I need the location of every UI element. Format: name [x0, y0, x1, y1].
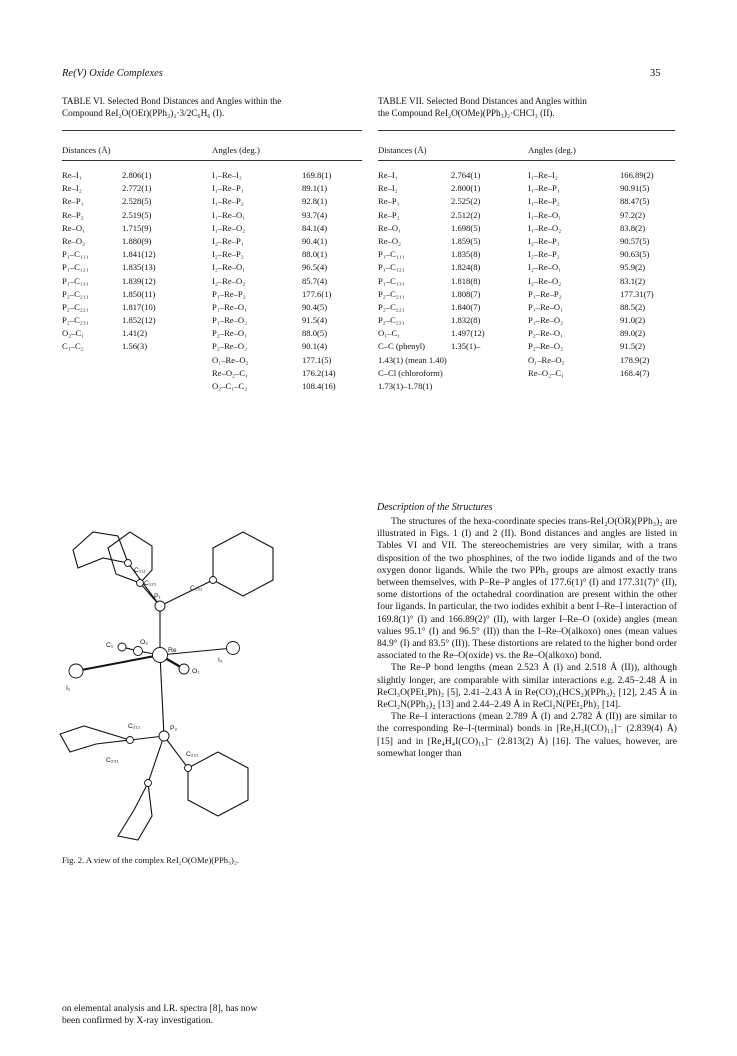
- cell-dist: 1.715(9): [122, 222, 152, 233]
- cell-bond: P₁–C₁₃₁: [378, 275, 405, 286]
- cell-bond: Re–O₂: [62, 235, 86, 246]
- table-row: [378, 182, 675, 195]
- cell-aval: 88.0(5): [302, 328, 328, 339]
- cell-angle: I₁–Re–O₁: [528, 209, 562, 220]
- cell-aval: 83.8(2): [620, 222, 646, 233]
- atom-i2: [227, 642, 240, 655]
- cell-aval: 88.47(5): [620, 196, 650, 207]
- cell-bond: P₂–C₂₂₁: [62, 301, 89, 312]
- cell-bond: P₂–C₂₂₁: [378, 301, 405, 312]
- cell-aval: 90.1(4): [302, 341, 328, 352]
- cell-dist: 2.806(1): [122, 170, 152, 180]
- right-column-text: [377, 516, 677, 760]
- cell-dist: 1.840(7): [451, 301, 481, 312]
- table-row: [62, 327, 362, 340]
- cell-bond: C–Cl (chloroform): [378, 367, 443, 378]
- table-vii-distances-header: Distances (Å): [378, 145, 427, 155]
- cell-dist: 1.859(5): [451, 235, 481, 246]
- cell-aval: 93.7(4): [302, 209, 328, 220]
- table-row: [378, 261, 675, 274]
- cell-aval: 90.91(5): [620, 183, 650, 194]
- cell-aval: 177.1(5): [302, 354, 332, 365]
- cell-aval: 168.4(7): [620, 367, 650, 378]
- cell-aval: 96.5(4): [302, 262, 328, 273]
- cell-bond: P₁–C₁₂₁: [62, 262, 89, 273]
- cell-dist: 1.841(12): [122, 249, 156, 260]
- label-o2: O₂: [140, 639, 148, 646]
- table-row: [378, 222, 675, 235]
- table-vii-body: [378, 169, 675, 393]
- label-i1: I₁: [66, 685, 71, 692]
- atom-c111: [125, 560, 132, 567]
- label-c221: C₂₂₁: [186, 751, 199, 758]
- table-row: [378, 209, 675, 222]
- atom-re: [153, 648, 168, 663]
- cell-angle: I₂–Re–P₂: [528, 249, 560, 260]
- cell-angle: I₁–Re–O₁: [212, 209, 246, 220]
- table-row: [62, 367, 362, 380]
- table-row: [62, 288, 362, 301]
- cell-bond: P₂–C₂₃₁: [62, 315, 89, 326]
- table-row: [378, 380, 675, 393]
- cell-bond: P₁–C₁₃₁: [62, 275, 89, 286]
- atom-c1: [118, 643, 126, 651]
- cell-dist: 1.817(10): [122, 301, 156, 312]
- table-vii-caption: [378, 96, 678, 119]
- cell-bond: Re–P₁: [62, 196, 84, 207]
- cell-aval: 177.6(1): [302, 288, 332, 299]
- atom-c121: [137, 580, 144, 587]
- paragraph-2: The Re–P bond lengths (mean 2.523 Å (I) and 2.518 Å (II)), although slightly longer, are comparable with similar interactions e.g. 2.45–2.48 Å in ReCl₃O(PEt₂Ph)₂ [5], 2.41–2.43 Å in Re(CO)₂(HCS₂)(PPh₃)₂ [12], 2.45 Å in ReCl₂N(PPh₃)₂ [13] and 2.44–2.49 Å in ReCl₂N(PEt₂Ph)₃ [14].: [377, 662, 677, 711]
- cell-dist: 2.800(1): [451, 183, 481, 194]
- p1-c131-bond: [160, 580, 213, 606]
- label-c231: C₂₃₁: [106, 757, 119, 764]
- table-vi-top-rule: [62, 130, 362, 131]
- cell-dist: 2.525(2): [451, 196, 481, 207]
- table-vii-caption-line1: TABLE VII. Selected Bond Distances and Angles within: [378, 96, 587, 106]
- cell-angle: Re–O₂–C₁: [528, 367, 565, 378]
- table-row: [62, 314, 362, 327]
- cell-dist: 2.772(1): [122, 183, 152, 194]
- cell-bond: Re–P₂: [378, 209, 400, 220]
- atom-c131: [210, 577, 217, 584]
- cell-aval: 91.5(4): [302, 315, 328, 326]
- cell-aval: 88.5(2): [620, 301, 646, 312]
- table-row: [62, 195, 362, 208]
- table-row: [62, 275, 362, 288]
- cell-angle: I₂–Re–O₂: [528, 275, 562, 286]
- table-vi-angles-header: Angles (deg.): [212, 145, 260, 155]
- table-row: [62, 261, 362, 274]
- cell-dist: 1.839(12): [122, 275, 156, 286]
- cell-angle: O₂–C₁–C₂: [212, 381, 248, 391]
- phenyl-ring-c111: [73, 532, 128, 568]
- cell-dist: 2.512(2): [451, 209, 481, 220]
- cell-angle: I₁–Re–P₂: [212, 196, 244, 207]
- cell-aval: 91.0(2): [620, 315, 646, 326]
- cell-angle: I₂–Re–O₁: [212, 262, 246, 273]
- p2-c231-bond: [148, 736, 164, 783]
- cell-angle: I₁–Re–P₁: [212, 183, 244, 194]
- table-row: [62, 235, 362, 248]
- cell-bond: Re–I₂: [62, 183, 82, 194]
- cell-angle: I₂–Re–P₁: [528, 235, 560, 246]
- table-vii-top-rule: [378, 130, 675, 131]
- cell-bond: P₂–C₂₁₁: [62, 288, 89, 299]
- table-row: [378, 327, 675, 340]
- phenyl-ring-c231: [118, 783, 152, 840]
- table-row: [62, 222, 362, 235]
- cell-angle: P₁–Re–P₂: [528, 288, 562, 299]
- label-p2: P₂: [170, 725, 178, 732]
- cell-dist: 1.497(12): [451, 328, 485, 339]
- phenyl-ring-c121: [108, 532, 152, 583]
- cell-bond: Re–I₁: [378, 170, 398, 180]
- atom-i1: [69, 664, 83, 678]
- cell-bond: P₂–C₂₃₁: [378, 315, 405, 326]
- label-p1: P₁: [154, 593, 161, 600]
- left-text-line-1: on elemental analysis and I.R. spectra [8], has now: [62, 1003, 258, 1014]
- molecular-structure-figure: [48, 498, 348, 848]
- table-vii-caption-line2: the Compound ReI₂O(OMe)(PPh₃)₂·CHCl₃ (II).: [378, 107, 555, 118]
- figure-caption: Fig. 2. A view of the complex ReI₂O(OMe)(PPh₃)₂.: [62, 855, 240, 865]
- left-text-line-2: been confirmed by X-ray investigation.: [62, 1015, 214, 1027]
- cell-bond: Re–P₁: [378, 196, 400, 207]
- table-row: [62, 340, 362, 353]
- cell-dist: 1.835(13): [122, 262, 156, 273]
- table-row: [378, 288, 675, 301]
- cell-angle: P₁–Re–P₂: [212, 288, 246, 299]
- cell-aval: 92.8(1): [302, 196, 328, 207]
- cell-dist: 2.528(5): [122, 196, 152, 207]
- cell-aval: 169.8(1): [302, 170, 332, 180]
- atom-p2: [159, 731, 169, 741]
- phenyl-ring-c131: [213, 532, 273, 596]
- label-c1: C₁: [106, 642, 114, 649]
- cell-angle: P₁–Re–O₁: [528, 301, 564, 312]
- table-row: [378, 354, 675, 367]
- cell-aval: 97.2(2): [620, 209, 646, 220]
- table-row: [62, 248, 362, 261]
- cell-dist: 2.519(5): [122, 209, 152, 220]
- cell-angle: I₂–Re–P₂: [212, 249, 244, 260]
- label-o1: O₁: [192, 668, 200, 675]
- cell-angle: I₁–Re–O₂: [528, 222, 562, 233]
- atom-c231: [145, 780, 152, 787]
- left-column-text: [62, 1003, 364, 1027]
- table-vi-caption-line2: Compound ReI₂O(OEt)(PPh₃)₂·3/2C₆H₆ (I).: [62, 107, 225, 118]
- cell-aval: 177.31(7): [620, 288, 654, 299]
- cell-angle: P₂–Re–O₁: [528, 328, 564, 339]
- table-row: [62, 169, 362, 182]
- cell-bond: O₂–C₁: [62, 328, 85, 339]
- cell-aval: 83.1(2): [620, 275, 646, 286]
- cell-bond: C₁–C₂: [62, 341, 84, 352]
- cell-dist: 1.35(1)–: [451, 341, 481, 352]
- cell-bond: P₁–C₁₂₁: [378, 262, 405, 273]
- cell-aval: 85.7(4): [302, 275, 328, 286]
- cell-angle: P₂–Re–O₂: [528, 341, 564, 352]
- cell-bond: Re–I₁: [62, 170, 82, 180]
- label-c131: C₁₃₁: [190, 585, 203, 592]
- cell-dist: 1.880(9): [122, 235, 152, 246]
- cell-angle: P₁–Re–O₂: [528, 315, 564, 326]
- cell-angle: O₁–Re–O₂: [212, 354, 249, 365]
- cell-dist: 1.832(8): [451, 315, 481, 326]
- table-vi-caption-line1: TABLE VI. Selected Bond Distances and Angles within the: [62, 96, 282, 106]
- cell-angle: I₂–Re–O₁: [528, 262, 562, 273]
- cell-aval: 91.5(2): [620, 341, 646, 352]
- p2-c221-bond: [164, 736, 188, 768]
- table-row: [378, 275, 675, 288]
- label-re: Re: [168, 647, 177, 654]
- table-vi-distances-header: Distances (Å): [62, 145, 111, 155]
- table-vii-header-rule: [378, 160, 675, 161]
- cell-bond: Re–O₂: [378, 235, 402, 246]
- section-title: Description of the Structures: [377, 502, 493, 513]
- label-c121: C₁₂₁: [144, 580, 157, 587]
- table-row: [62, 380, 362, 393]
- label-c111: C₁₁₁: [134, 567, 146, 574]
- table-row: [378, 301, 675, 314]
- cell-bond: Re–O₁: [378, 222, 402, 233]
- cell-aval: 84.1(4): [302, 222, 328, 233]
- cell-bond: P₁–C₁₁₁: [378, 249, 405, 260]
- phenyl-ring-c211: [60, 726, 130, 752]
- cell-bond: P₂–C₂₁₁: [378, 288, 405, 299]
- cell-dist: 1.818(8): [451, 275, 481, 286]
- cell-bond: O₁–C₁: [378, 328, 401, 339]
- cell-dist: 2.764(1): [451, 170, 481, 180]
- atom-c211: [127, 737, 134, 744]
- table-row: [378, 367, 675, 380]
- table-row: [378, 340, 675, 353]
- cell-angle: I₁–Re–O₂: [212, 222, 246, 233]
- cell-angle: P₂–Re–O₁: [212, 328, 248, 339]
- cell-bond: 1.73(1)–1.78(1): [378, 381, 433, 391]
- cell-bond: 1.43(1) (mean 1.40): [378, 354, 447, 365]
- cell-aval: 90.57(5): [620, 235, 650, 246]
- table-vi-header-rule: [62, 160, 362, 161]
- cell-aval: 108.4(16): [302, 381, 336, 391]
- paragraph-3: The Re–I interactions (mean 2.789 Å (I) and 2.782 Å (II)) are similar to the corresponding Re–I-(terminal) bonds in [Re₃H₃I(CO)₁₁]⁻ (2.839(4) Å) [15] and in [Re₄H₄I(CO)₁₅]⁻ (2.813(2) Å) [16]. The values, however, are somewhat longer than: [377, 711, 677, 759]
- cell-aval: 90.4(5): [302, 301, 328, 312]
- cell-angle: Re–O₂–C₁: [212, 367, 249, 378]
- cell-aval: 178.9(2): [620, 354, 650, 365]
- cell-dist: 1.850(11): [122, 288, 156, 299]
- table-vi-body: [62, 169, 362, 393]
- table-row: [62, 354, 362, 367]
- cell-dist: 1.852(12): [122, 315, 156, 326]
- cell-bond: Re–I₂: [378, 183, 398, 194]
- running-title: Re(V) Oxide Complexes: [62, 68, 163, 79]
- atom-c221: [185, 765, 192, 772]
- table-row: [378, 235, 675, 248]
- cell-angle: I₂–Re–O₂: [212, 275, 246, 286]
- cell-aval: 90.4(1): [302, 235, 328, 246]
- table-row: [378, 314, 675, 327]
- cell-dist: 1.835(8): [451, 249, 481, 260]
- cell-angle: P₁–Re–O₂: [212, 315, 248, 326]
- label-i2: I₂: [218, 657, 223, 664]
- cell-angle: O₁–Re–O₂: [528, 354, 565, 365]
- cell-angle: I₁–Re–I₂: [528, 170, 558, 180]
- cell-bond: P₁–C₁₁₁: [62, 249, 89, 260]
- cell-angle: I₂–Re–P₁: [212, 235, 244, 246]
- cell-angle: I₁–Re–P₂: [528, 196, 560, 207]
- cell-bond: Re–O₁: [62, 222, 86, 233]
- table-row: [62, 182, 362, 195]
- re-i1-bond: [76, 655, 160, 671]
- table-vii-angles-header: Angles (deg.): [528, 145, 576, 155]
- cell-aval: 88.0(1): [302, 249, 328, 260]
- cell-angle: P₁–Re–O₁: [212, 301, 248, 312]
- re-p2-bond: [160, 655, 164, 736]
- cell-dist: 1.41(2): [122, 328, 148, 339]
- table-vi-caption: [62, 96, 362, 119]
- cell-angle: I₁–Re–I₂: [212, 170, 242, 180]
- cell-aval: 166.89(2): [620, 170, 654, 180]
- label-c211: C₂₁₁: [128, 723, 141, 730]
- table-row: [378, 248, 675, 261]
- cell-aval: 176.2(14): [302, 367, 336, 378]
- cell-aval: 90.63(5): [620, 249, 650, 260]
- atom-o2: [134, 647, 143, 656]
- phenyl-ring-c221: [188, 752, 248, 816]
- cell-aval: 95.9(2): [620, 262, 646, 273]
- cell-dist: 1.824(8): [451, 262, 481, 273]
- cell-dist: 1.808(7): [451, 288, 481, 299]
- table-row: [62, 209, 362, 222]
- page-number: 35: [650, 68, 661, 79]
- cell-angle: P₂–Re–O₂: [212, 341, 248, 352]
- cell-aval: 89.1(1): [302, 183, 328, 194]
- paragraph-1: The structures of the hexa-coordinate species trans-ReI₂O(OR)(PPh₃)₂ are illustrated in Figs. 1 (I) and 2 (II). Bond distances and angles are listed in Tables VI and VII. The stereochemistries are very similar, with a trans disposition of the two phosphines, of the two iodide ligands and of the two oxygen donor ligands. While the two PPh₃ groups are almost exactly trans between themselves, with P–Re–P angles of 177.6(1)° (I) and 177.31(7)° (II), some distortions of the octahedral coordination are present within the other four ligands. In particular, the two iodides exhibit a bent I–Re–I interaction of 169.8(1)° (I) and 166.89(2)° (II), with larger I–Re–O (oxide) angles (mean values 95.1° (I) and 96.5° (II)) than the I–Re–O(alkoxo) ones (mean values 84.9° (I) and 83.5° (II)). These distortions are related to the higher bond order associated to the Re–O(oxide) vs. the Re–O(alkoxo) bond.: [377, 516, 677, 662]
- table-row: [378, 169, 675, 182]
- table-row: [62, 301, 362, 314]
- table-row: [378, 195, 675, 208]
- atom-o1: [179, 664, 189, 674]
- cell-dist: 1.698(5): [451, 222, 481, 233]
- cell-aval: 89.0(2): [620, 328, 646, 339]
- cell-angle: I₁–Re–P₁: [528, 183, 560, 194]
- cell-dist: 1.56(3): [122, 341, 148, 352]
- cell-bond: C–C (phenyl): [378, 341, 426, 352]
- atom-p1: [155, 601, 165, 611]
- cell-bond: Re–P₂: [62, 209, 84, 220]
